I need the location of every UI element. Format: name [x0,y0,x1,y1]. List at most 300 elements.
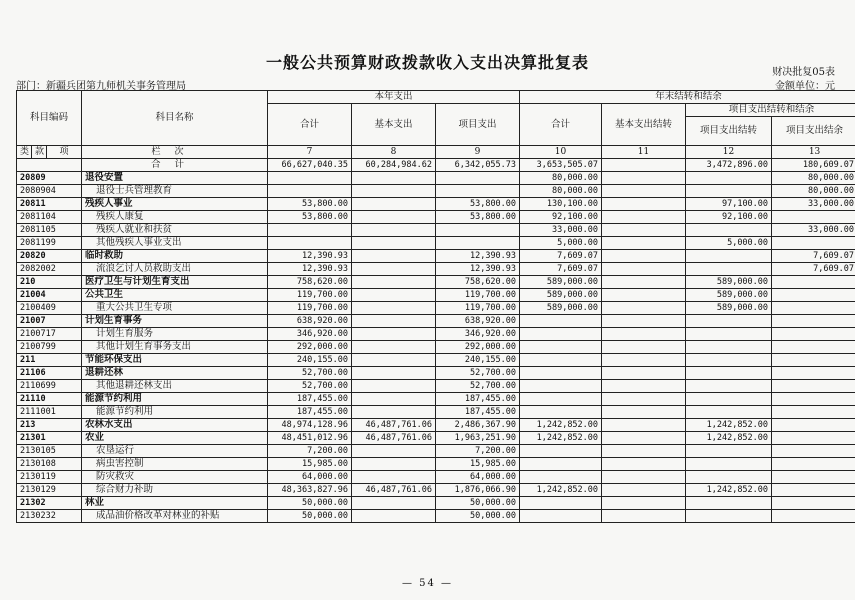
amount-cell [602,302,686,315]
amount-cell [520,458,602,471]
amount-cell [686,328,772,341]
amount-cell [686,367,772,380]
amount-cell [520,406,602,419]
column-number-row [17,146,855,159]
amount-cell: 1,242,852.00 [686,419,772,432]
amount-cell: 50,000.00 [268,510,352,523]
amount-cell [352,497,436,510]
subject-name: 节能环保支出 [82,354,268,367]
subject-code: 20820 [17,250,82,263]
amount-cell: 589,000.00 [686,289,772,302]
table-row [17,302,855,315]
header-year-end: 年末结转和结余 [520,91,855,104]
subject-code: 2082002 [17,263,82,276]
header-project: 项目支出 [436,104,520,146]
amount-cell [352,276,436,289]
column-number: 10 [520,146,602,159]
amount-cell [268,237,352,250]
subject-name: 其他残疾人事业支出 [82,237,268,250]
amount-cell [772,445,855,458]
amount-cell [352,211,436,224]
amount-cell [602,315,686,328]
amount-cell: 92,100.00 [520,211,602,224]
amount-cell: 12,390.93 [268,250,352,263]
amount-cell [602,263,686,276]
table-row [17,497,855,510]
amount-cell: 187,455.00 [268,393,352,406]
subject-code: 2100409 [17,302,82,315]
amount-cell: 80,000.00 [772,172,855,185]
amount-cell [602,224,686,237]
total-value: 3,472,896.00 [686,159,772,172]
subject-name: 能源节约利用 [82,406,268,419]
amount-cell [352,445,436,458]
subject-code: 2130108 [17,458,82,471]
amount-cell: 12,390.93 [268,263,352,276]
amount-cell: 119,700.00 [268,289,352,302]
amount-cell [772,393,855,406]
subject-code: 2110699 [17,380,82,393]
subject-code: 2111001 [17,406,82,419]
amount-cell [352,289,436,302]
amount-cell [602,289,686,302]
amount-cell [772,497,855,510]
amount-cell: 53,800.00 [268,211,352,224]
subject-name: 病虫害控制 [82,458,268,471]
amount-cell [352,198,436,211]
subject-name: 残疾人就业和扶贫 [82,224,268,237]
amount-cell: 7,609.07 [772,263,855,276]
amount-cell: 53,800.00 [436,211,520,224]
amount-cell: 130,100.00 [520,198,602,211]
amount-cell [352,354,436,367]
header-basic: 基本支出 [352,104,436,146]
total-value: 60,284,984.62 [352,159,436,172]
amount-cell [686,497,772,510]
amount-cell [772,510,855,523]
amount-cell [602,367,686,380]
subject-code: 21301 [17,432,82,445]
amount-cell: 64,000.00 [268,471,352,484]
amount-cell: 52,700.00 [436,380,520,393]
amount-cell: 638,920.00 [268,315,352,328]
column-number: 9 [436,146,520,159]
subject-code: 2130119 [17,471,82,484]
table-body [17,146,855,523]
total-value: 6,342,055.73 [436,159,520,172]
amount-cell [436,172,520,185]
table-row [17,211,855,224]
subject-name: 林业 [82,497,268,510]
amount-cell: 50,000.00 [436,497,520,510]
subject-code: 211 [17,354,82,367]
amount-cell: 240,155.00 [436,354,520,367]
header-lei: 类 [17,146,32,159]
subject-code: 2080904 [17,185,82,198]
amount-cell: 80,000.00 [520,185,602,198]
page-number: — 54 — [401,578,454,589]
amount-cell [602,198,686,211]
amount-cell [772,354,855,367]
amount-cell [772,289,855,302]
subject-code: 21007 [17,315,82,328]
amount-cell: 97,100.00 [686,198,772,211]
header-name: 科目名称 [82,91,268,146]
table-row [17,198,855,211]
amount-cell [686,445,772,458]
amount-cell [602,458,686,471]
amount-cell [352,328,436,341]
amount-cell: 240,155.00 [268,354,352,367]
amount-cell [352,224,436,237]
amount-cell [602,276,686,289]
header-total-2: 合计 [520,104,602,146]
amount-cell [686,172,772,185]
column-label: 栏次 [82,146,268,159]
amount-cell [602,510,686,523]
amount-cell: 50,000.00 [268,497,352,510]
amount-cell: 758,620.00 [436,276,520,289]
amount-cell: 119,700.00 [436,289,520,302]
amount-cell [772,341,855,354]
amount-cell: 1,242,852.00 [520,432,602,445]
amount-cell: 7,200.00 [268,445,352,458]
subject-code: 2130232 [17,510,82,523]
amount-cell [602,237,686,250]
amount-cell [772,484,855,497]
table-row [17,276,855,289]
subject-name: 残疾人康复 [82,211,268,224]
amount-cell [436,185,520,198]
table-row [17,432,855,445]
amount-cell [686,471,772,484]
total-value: 180,609.07 [772,159,855,172]
amount-cell: 46,487,761.06 [352,484,436,497]
subject-code: 2130129 [17,484,82,497]
table-row [17,328,855,341]
amount-cell [602,432,686,445]
amount-cell [772,367,855,380]
table-row [17,341,855,354]
amount-cell: 2,486,367.90 [436,419,520,432]
amount-cell [686,341,772,354]
amount-cell: 5,000.00 [686,237,772,250]
header-project-balance: 项目支出结余 [772,117,855,146]
total-value [602,159,686,172]
amount-cell: 589,000.00 [520,276,602,289]
subject-name: 公共卫生 [82,289,268,302]
amount-cell [520,341,602,354]
subject-code: 2100717 [17,328,82,341]
amount-cell [686,510,772,523]
amount-cell: 346,920.00 [436,328,520,341]
amount-cell: 46,487,761.06 [352,432,436,445]
subject-code: 21110 [17,393,82,406]
total-row [17,159,855,172]
subject-name: 退役安置 [82,172,268,185]
header-current-year: 本年支出 [268,91,520,104]
amount-cell: 52,700.00 [268,367,352,380]
amount-cell: 15,985.00 [268,458,352,471]
amount-cell [352,393,436,406]
currency-unit: 金额单位：元 [775,81,835,92]
page-title: 一般公共预算财政拨款收入支出决算批复表 [265,53,589,72]
amount-cell [686,380,772,393]
amount-cell: 5,000.00 [520,237,602,250]
amount-cell [268,172,352,185]
amount-cell [686,185,772,198]
amount-cell [352,263,436,276]
subject-code: 20809 [17,172,82,185]
amount-cell: 119,700.00 [436,302,520,315]
subject-code: 21302 [17,497,82,510]
amount-cell [772,237,855,250]
amount-cell: 33,000.00 [772,224,855,237]
subject-name: 其他计划生育事务支出 [82,341,268,354]
table-row [17,237,855,250]
subject-name: 农林水支出 [82,419,268,432]
table-row [17,419,855,432]
table-header [17,91,855,146]
amount-cell: 80,000.00 [520,172,602,185]
column-number: 11 [602,146,686,159]
amount-cell [686,250,772,263]
amount-cell [520,315,602,328]
amount-cell: 589,000.00 [520,302,602,315]
budget-table [16,90,855,523]
amount-cell [602,328,686,341]
subject-code: 2100799 [17,341,82,354]
header-kuan: 款 [32,146,47,159]
amount-cell: 589,000.00 [520,289,602,302]
subject-code: 20811 [17,198,82,211]
amount-cell [772,211,855,224]
amount-cell [602,185,686,198]
amount-cell [352,185,436,198]
subject-code: 2130105 [17,445,82,458]
table-row [17,354,855,367]
amount-cell [268,224,352,237]
amount-cell [352,406,436,419]
amount-cell [686,354,772,367]
amount-cell: 52,700.00 [436,367,520,380]
amount-cell: 589,000.00 [686,276,772,289]
amount-cell: 187,455.00 [268,406,352,419]
amount-cell [520,445,602,458]
table-row [17,393,855,406]
subject-name: 计划生育服务 [82,328,268,341]
table-row [17,172,855,185]
amount-cell: 292,000.00 [436,341,520,354]
amount-cell: 346,920.00 [268,328,352,341]
amount-cell [772,276,855,289]
amount-cell: 52,700.00 [268,380,352,393]
amount-cell: 33,000.00 [520,224,602,237]
amount-cell [602,341,686,354]
amount-cell [772,328,855,341]
amount-cell: 48,974,128.96 [268,419,352,432]
column-number: 7 [268,146,352,159]
header-basic-carry: 基本支出结转 [602,104,686,146]
total-value: 3,653,505.07 [520,159,602,172]
amount-cell: 638,920.00 [436,315,520,328]
amount-cell: 12,390.93 [436,250,520,263]
table-row [17,510,855,523]
subject-name: 计划生育事务 [82,315,268,328]
amount-cell [772,432,855,445]
amount-cell: 1,242,852.00 [686,484,772,497]
amount-cell [436,237,520,250]
amount-cell: 7,609.07 [772,250,855,263]
subject-code: 2081199 [17,237,82,250]
table-row [17,471,855,484]
subject-name: 综合财力补助 [82,484,268,497]
amount-cell [686,263,772,276]
amount-cell: 589,000.00 [686,302,772,315]
amount-cell [352,510,436,523]
amount-cell [352,341,436,354]
amount-cell [602,497,686,510]
amount-cell: 292,000.00 [268,341,352,354]
amount-cell [520,393,602,406]
amount-cell: 15,985.00 [436,458,520,471]
amount-cell: 1,242,852.00 [686,432,772,445]
amount-cell: 1,242,852.00 [520,484,602,497]
form-number: 财决批复05表 [772,67,835,78]
subject-name: 退耕还林 [82,367,268,380]
amount-cell [772,419,855,432]
amount-cell: 50,000.00 [436,510,520,523]
amount-cell [352,250,436,263]
table-row [17,263,855,276]
amount-cell [686,458,772,471]
amount-cell [772,315,855,328]
amount-cell: 53,800.00 [268,198,352,211]
table-row [17,484,855,497]
amount-cell: 33,000.00 [772,198,855,211]
column-number: 13 [772,146,855,159]
subject-name: 退役士兵管理教育 [82,185,268,198]
table-row [17,315,855,328]
amount-cell [352,367,436,380]
header-total: 合计 [268,104,352,146]
amount-cell: 48,363,827.96 [268,484,352,497]
total-label: 合计 [82,159,268,172]
subject-name: 农垦运行 [82,445,268,458]
amount-cell [520,510,602,523]
amount-cell: 92,100.00 [686,211,772,224]
amount-cell: 7,200.00 [436,445,520,458]
amount-cell [686,224,772,237]
amount-cell [772,458,855,471]
table-row [17,380,855,393]
table-row [17,250,855,263]
amount-cell [602,471,686,484]
subject-name: 医疗卫生与计划生育支出 [82,276,268,289]
subject-name: 能源节约利用 [82,393,268,406]
amount-cell: 1,242,852.00 [520,419,602,432]
subject-name: 防灾救灾 [82,471,268,484]
amount-cell: 64,000.00 [436,471,520,484]
subject-code: 2081104 [17,211,82,224]
amount-cell: 119,700.00 [268,302,352,315]
table-row [17,406,855,419]
amount-cell [520,497,602,510]
table-row [17,185,855,198]
subject-name: 重大公共卫生专项 [82,302,268,315]
subject-name: 残疾人事业 [82,198,268,211]
amount-cell [436,224,520,237]
amount-cell [602,445,686,458]
amount-cell: 187,455.00 [436,406,520,419]
total-code-cell [17,159,82,172]
amount-cell: 53,800.00 [436,198,520,211]
amount-cell: 7,609.07 [520,250,602,263]
amount-cell [602,211,686,224]
amount-cell [772,302,855,315]
amount-cell: 1,876,066.90 [436,484,520,497]
amount-cell [602,406,686,419]
amount-cell: 80,000.00 [772,185,855,198]
header-project-carry-group: 项目支出结转和结余 [686,104,855,117]
amount-cell [520,328,602,341]
header-code: 科目编码 [17,91,82,146]
amount-cell [602,354,686,367]
subject-code: 2081105 [17,224,82,237]
amount-cell: 187,455.00 [436,393,520,406]
amount-cell [602,250,686,263]
subject-name: 其他退耕还林支出 [82,380,268,393]
amount-cell [352,471,436,484]
amount-cell [686,315,772,328]
amount-cell [520,354,602,367]
subject-name: 流浪乞讨人员救助支出 [82,263,268,276]
amount-cell [686,393,772,406]
subject-name: 农业 [82,432,268,445]
amount-cell [686,406,772,419]
amount-cell [520,471,602,484]
table-row [17,289,855,302]
amount-cell [352,172,436,185]
amount-cell: 7,609.07 [520,263,602,276]
amount-cell: 46,487,761.06 [352,419,436,432]
amount-cell [520,380,602,393]
column-number: 12 [686,146,772,159]
amount-cell: 12,390.93 [436,263,520,276]
table-row [17,224,855,237]
amount-cell [268,185,352,198]
subject-code: 21004 [17,289,82,302]
amount-cell: 758,620.00 [268,276,352,289]
amount-cell [602,172,686,185]
amount-cell [602,393,686,406]
amount-cell [772,380,855,393]
column-number: 8 [352,146,436,159]
amount-cell [352,380,436,393]
subject-code: 213 [17,419,82,432]
amount-cell [352,237,436,250]
header-project-carry: 项目支出结转 [686,117,772,146]
amount-cell [772,406,855,419]
amount-cell [602,484,686,497]
table-row [17,458,855,471]
department-label: 部门：新疆兵团第九师机关事务管理局 [16,81,186,92]
amount-cell [772,471,855,484]
header-xiang: 项 [47,146,82,159]
subject-code: 21106 [17,367,82,380]
amount-cell [352,302,436,315]
amount-cell [520,367,602,380]
